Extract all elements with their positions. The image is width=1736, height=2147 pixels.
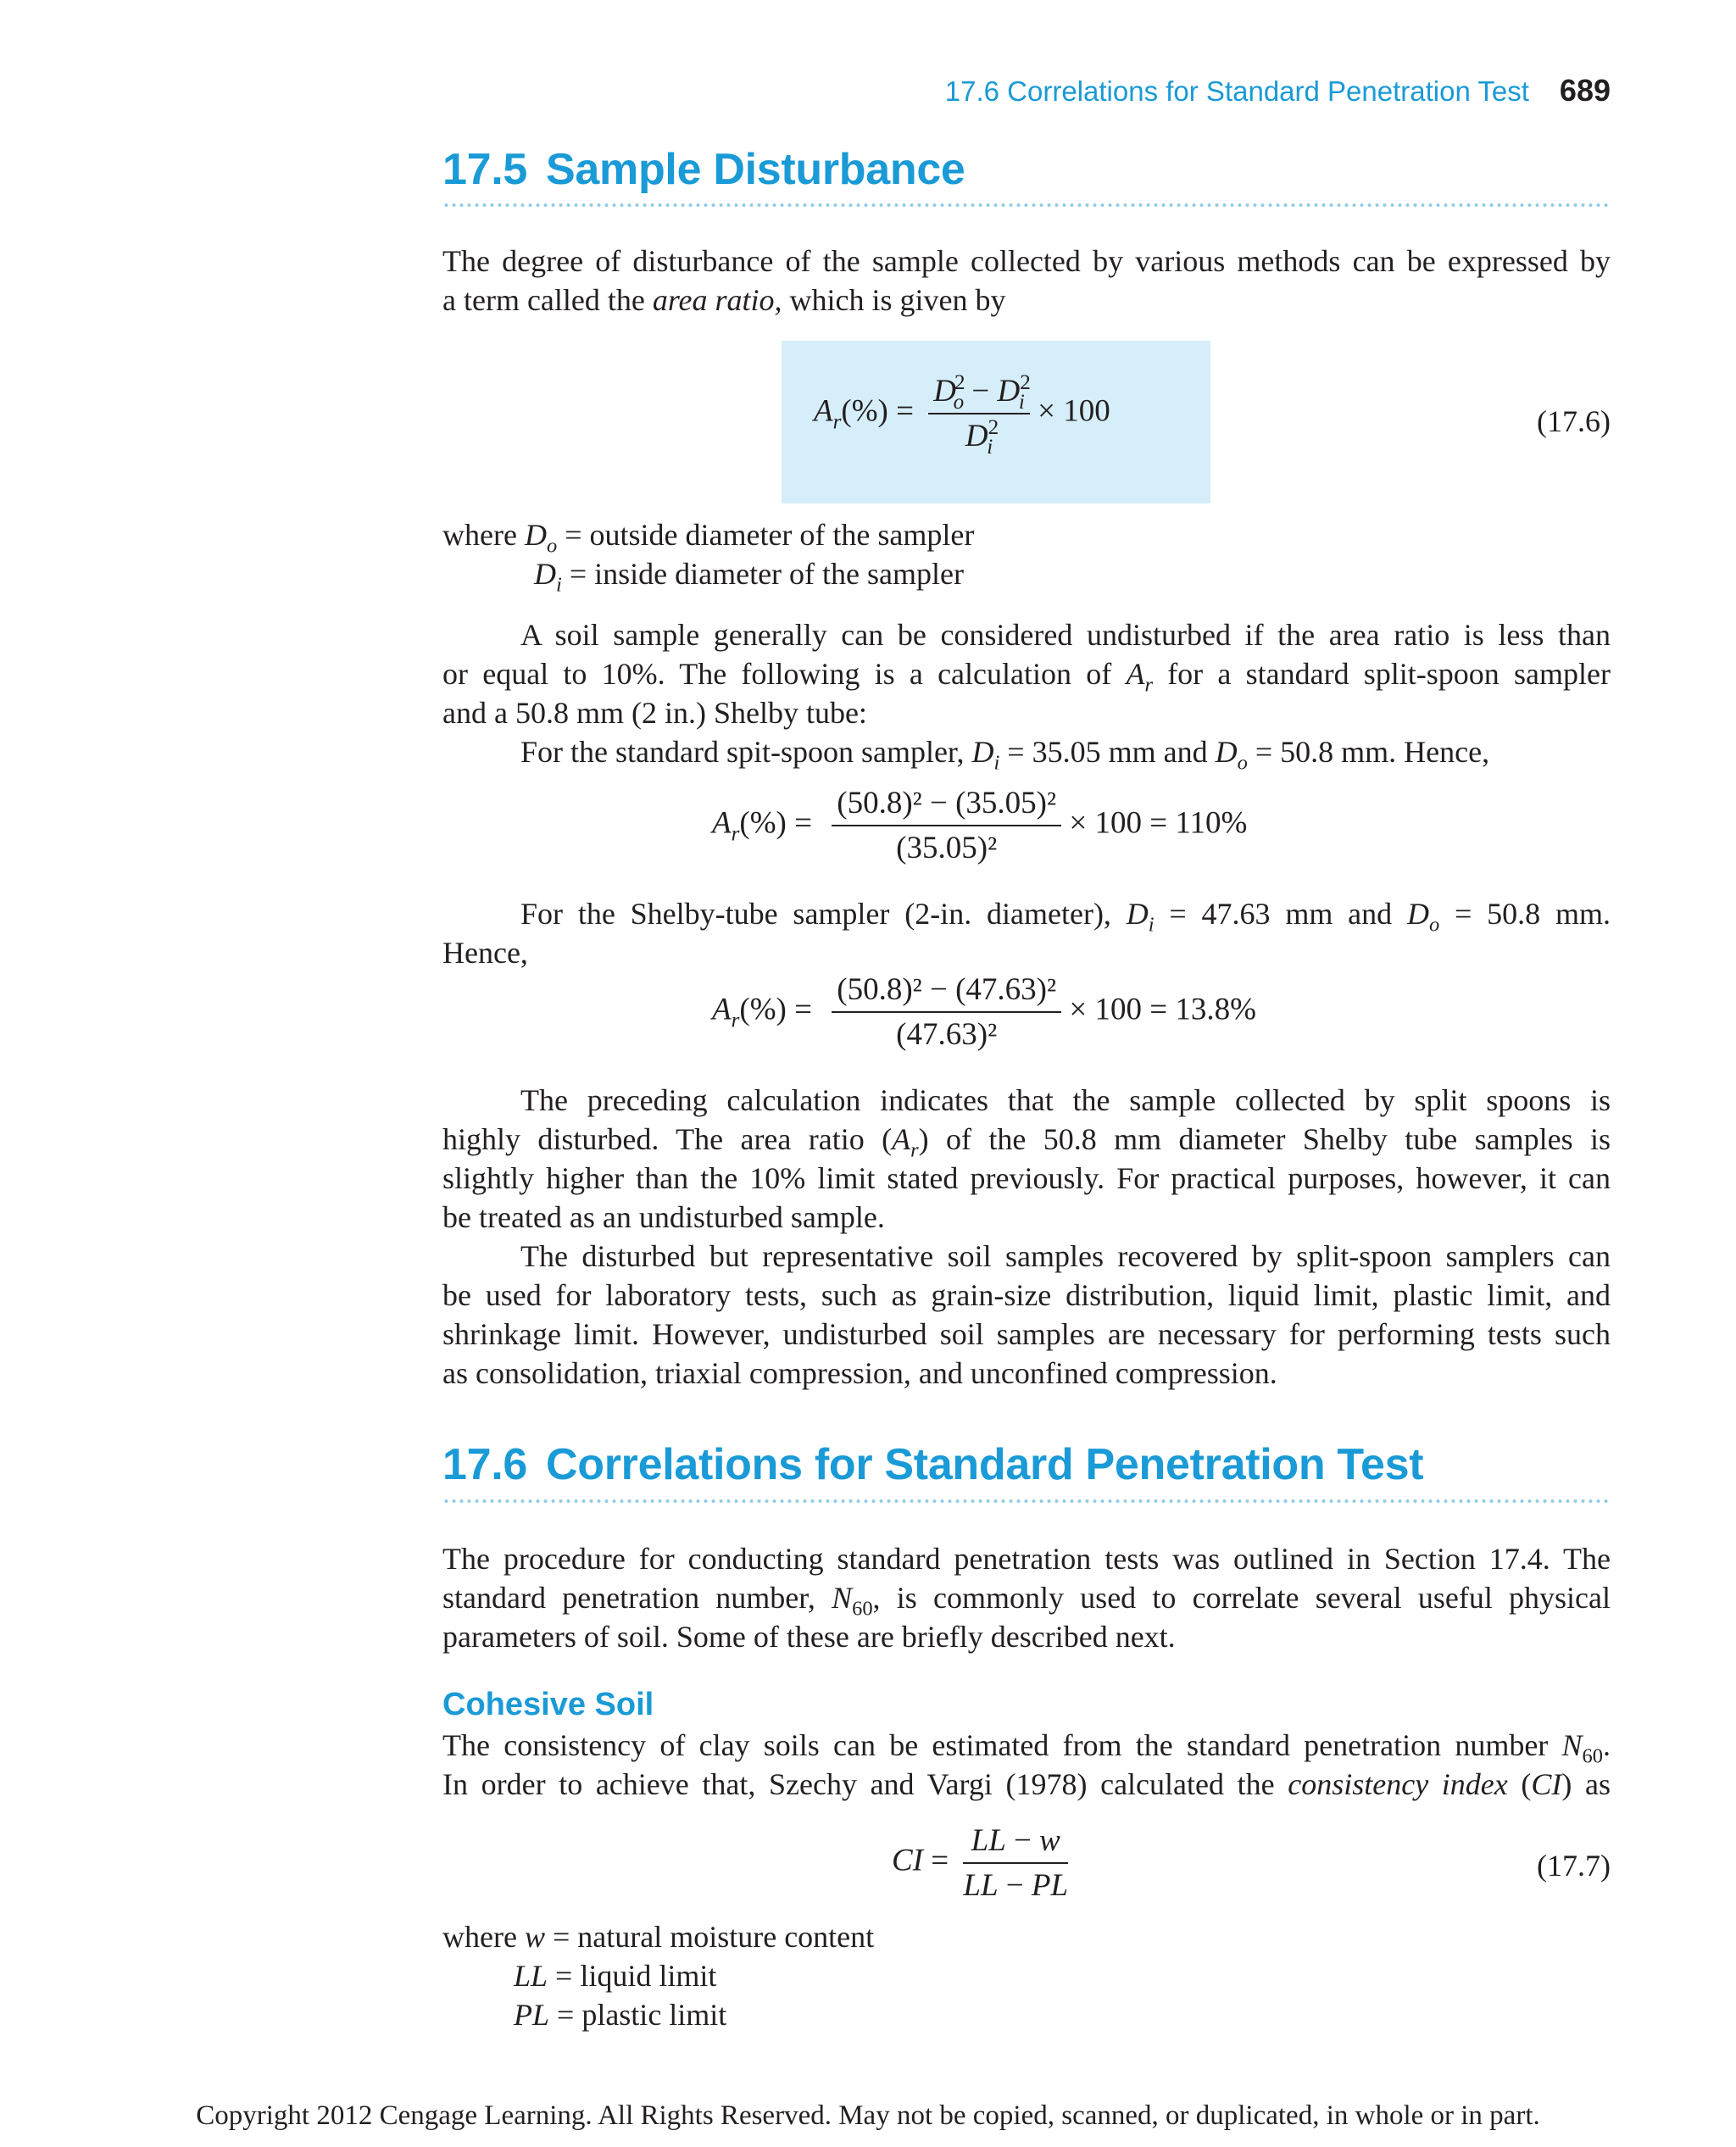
paragraph-conclusion: The preceding calculation indicates that the sample collected by split spoons is highly disturbed. The area ratio $(A_r)$ of the 50.8 mm diameter Shelby tube samples is slightly higher than the 10% limit stated previously. For practical purposes, however, it can be treated as an undisturbed sample. The disturbed but representative soil samples recovered by split-spoon samplers can be used for laboratory tests, such as grain-size distribution, liquid limit, plastic limit, and shrinkage limit. However, undisturbed soil samples are necessary for performing tests such as consolidation, triaxial compression, and unconfined compression. (442, 1083, 1611, 1390)
copyright-footer: Copyright 2012 Cengage Learning. All Rights Reserved. May not be copied, scanned, or duplicated, in whole or in part. (196, 2100, 1540, 2131)
section-number: 17.5 (442, 145, 528, 194)
section-17-5-heading (442, 144, 965, 195)
page-number: 689 (1559, 73, 1611, 108)
running-title: 17.6 Correlations for Standard Penetration Test (944, 75, 1529, 107)
equation-17-7: CI = $\frac{LL - w}{LL - PL}$ (892, 1823, 1069, 1903)
equation-17-6: $A_r(\%)$ = $\frac{D^2_o - D^2_i}{D^2_i}$ × 100 (814, 371, 1110, 459)
paragraph-intro: The degree of disturbance of the sample collected by various methods can be expressed by a term called the area ratio, which is given by (442, 244, 1611, 317)
section-divider (442, 203, 1611, 208)
equation-number: (17.6) (1537, 404, 1611, 438)
definitions-diameters: where $D_o$ = outside diameter of the sampler $D_i$ = inside diameter of the sampler (442, 518, 975, 597)
calculation-split-spoon: $A_r(\%)$ = $\frac{\text{(50.8)² − (35.05)²}}{\text{(35.05)²}}$ × 100 = 110% (712, 786, 1248, 865)
paragraph-consistency: The consistency of clay soils can be estimated from the standard penetration number $N_{60}$. In order to achieve that, Szechy and Vargi (1978) calculated the consistency index (CI) as (442, 1728, 1611, 1801)
definitions-consistency: where w = natural moisture content LL = liquid limit PL = plastic limit (442, 1920, 875, 2032)
paragraph-area-ratio: A soil sample generally can be considered undisturbed if the area ratio is less than or equal to 10%. The following is a calculation of $A_r$ for a standard split-spoon sampler and a 50.8 mm (2 in.) Shelby tube: For the standard spit-spoon sampler, $D_i = 35.05$ mm and $D_o = 50.8$ mm. Hence, (442, 618, 1611, 775)
calculation-shelby-tube: $A_r(\%)$ = $\frac{\text{(50.8)² − (47.63)²}}{\text{(47.63)²}}$ × 100 = 13.8% (712, 972, 1256, 1052)
subheading-cohesive-soil: Cohesive Soil (442, 1687, 654, 1722)
equation-number: (17.7) (1537, 1849, 1611, 1883)
section-number: 17.6 (442, 1440, 528, 1489)
section-title: Sample Disturbance (546, 145, 965, 194)
running-head (0, 73, 1611, 110)
section-17-6-heading (442, 1439, 1423, 1490)
section-title: Correlations for Standard Penetration Test (546, 1440, 1424, 1489)
paragraph-spt-intro: The procedure for conducting standard penetration tests was outlined in Section 17.4. The standard penetration number, $N_{60}$, is commonly used to correlate several useful physical parameters of soil. Some of these are briefly described next. (442, 1542, 1611, 1654)
paragraph-shelby-tube: For the Shelby-tube sampler (2-in. diameter), $D_i = 47.63$ mm and $D_o = 50.8$ mm. Hence, (442, 897, 1611, 970)
section-divider (442, 1499, 1611, 1504)
